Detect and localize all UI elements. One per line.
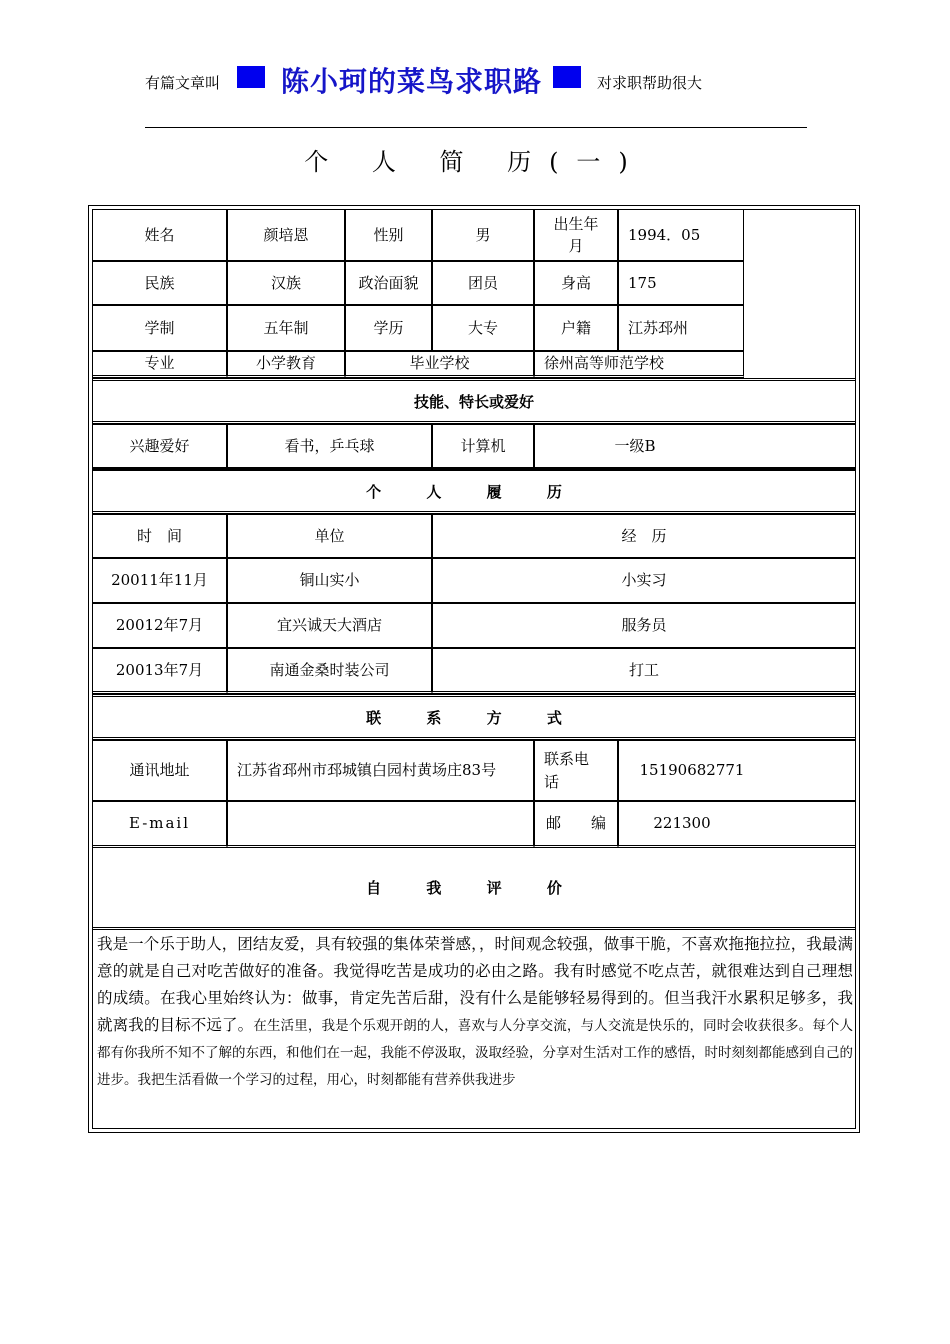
phone-value: 15190682771 bbox=[618, 740, 856, 801]
major-value: 小学教育 bbox=[227, 351, 345, 378]
phone-label: 联系电话 bbox=[534, 740, 618, 801]
ethnicity-value: 汉族 bbox=[227, 261, 345, 305]
page-title: 个 人 简 历(一) bbox=[304, 148, 646, 176]
hobby-label: 兴趣爱好 bbox=[92, 424, 227, 470]
hukou-value: 江苏邳州 bbox=[618, 305, 744, 351]
history-col-time: 时 间 bbox=[92, 514, 227, 558]
zip-value: 221300 bbox=[618, 801, 856, 848]
history-row-experience: 小实习 bbox=[432, 558, 856, 603]
header-divider bbox=[145, 127, 807, 128]
politics-label: 政治面貌 bbox=[345, 261, 432, 305]
email-label: E-mail bbox=[92, 801, 227, 848]
education-value: 大专 bbox=[432, 305, 534, 351]
politics-value: 团员 bbox=[432, 261, 534, 305]
computer-label: 计算机 bbox=[432, 424, 534, 470]
header-banner bbox=[145, 62, 785, 102]
self-eval-text bbox=[97, 931, 853, 1093]
history-row-unit: 铜山实小 bbox=[227, 558, 432, 603]
self-eval-main: 我是一个乐于助人，团结友爱，具有较强的集体荣誉感，，时间观念较强，做事干脆，不喜欢拖拖拉拉，我最满意的就是自己对吃苦做好的准备。我觉得吃苦是成功的必由之路。我有时感觉不吃点苦，就很难达到自己理想的成绩。在我心里始终认为：做事，肯定先苦后甜，没有什么是能够轻易得到的。但当我汗水累积足够多，我就离我的目标不远了。 bbox=[97, 935, 853, 1034]
address-value: 江苏省邳州市邳城镇白园村黄场庄83号 bbox=[227, 740, 534, 801]
history-row-time: 20013年7月 bbox=[92, 648, 227, 694]
gender-label: 性别 bbox=[345, 209, 432, 261]
education-label: 学历 bbox=[345, 305, 432, 351]
history-row-time: 20012年7月 bbox=[92, 603, 227, 648]
school-label: 毕业学校 bbox=[345, 351, 534, 378]
computer-value: 一级B bbox=[534, 424, 856, 470]
history-row-experience: 打工 bbox=[432, 648, 856, 694]
name-value: 颜培恩 bbox=[227, 209, 345, 261]
birth-value: 1994．05 bbox=[618, 209, 744, 261]
gender-value: 男 bbox=[432, 209, 534, 261]
schooling-label: 学制 bbox=[92, 305, 227, 351]
self-eval-heading: 自 我 评 价 bbox=[92, 848, 856, 930]
contact-heading: 联 系 方 式 bbox=[92, 694, 856, 740]
email-value bbox=[227, 801, 534, 848]
history-row-unit: 南通金桑时装公司 bbox=[227, 648, 432, 694]
blue-square-icon bbox=[553, 66, 581, 88]
height-value: 175 bbox=[618, 261, 744, 305]
history-row-time: 20011年11月 bbox=[92, 558, 227, 603]
hobby-value: 看书，乒乓球 bbox=[227, 424, 432, 470]
self-eval-small: 在生活里，我是个乐观开朗的人，喜欢与人分享交流，与人交流是快乐的，同时会收获很多。每个人都有你我所不知不了解的东西，和他们在一起，我能不停汲取，汲取经验，分享对生活对工作的感悟，时时刻刻都能感到自己的进步。我把生活看做一个学习的过程，用心，时刻都能有营养供我进步 bbox=[97, 1018, 853, 1088]
address-label: 通讯地址 bbox=[92, 740, 227, 801]
history-col-experience: 经 历 bbox=[432, 514, 856, 558]
name-label: 姓名 bbox=[92, 209, 227, 261]
ethnicity-label: 民族 bbox=[92, 261, 227, 305]
height-label: 身高 bbox=[534, 261, 618, 305]
banner-prefix: 有篇文章叫 bbox=[145, 74, 221, 92]
hukou-label: 户籍 bbox=[534, 305, 618, 351]
major-label: 专业 bbox=[92, 351, 227, 378]
history-heading: 个 人 履 历 bbox=[92, 468, 856, 514]
skills-heading: 技能、特长或爱好 bbox=[92, 378, 856, 424]
school-value: 徐州高等师范学校 bbox=[534, 351, 744, 378]
schooling-value: 五年制 bbox=[227, 305, 345, 351]
history-col-unit: 单位 bbox=[227, 514, 432, 558]
zip-label: 邮 编 bbox=[534, 801, 618, 848]
history-row-experience: 服务员 bbox=[432, 603, 856, 648]
banner-article-title[interactable]: 陈小珂的菜鸟求职路 bbox=[281, 65, 543, 98]
blue-square-icon bbox=[237, 66, 265, 88]
history-row-unit: 宜兴诚天大酒店 bbox=[227, 603, 432, 648]
birth-label: 出生年月 bbox=[534, 209, 618, 261]
banner-suffix: 对求职帮助很大 bbox=[597, 74, 703, 92]
